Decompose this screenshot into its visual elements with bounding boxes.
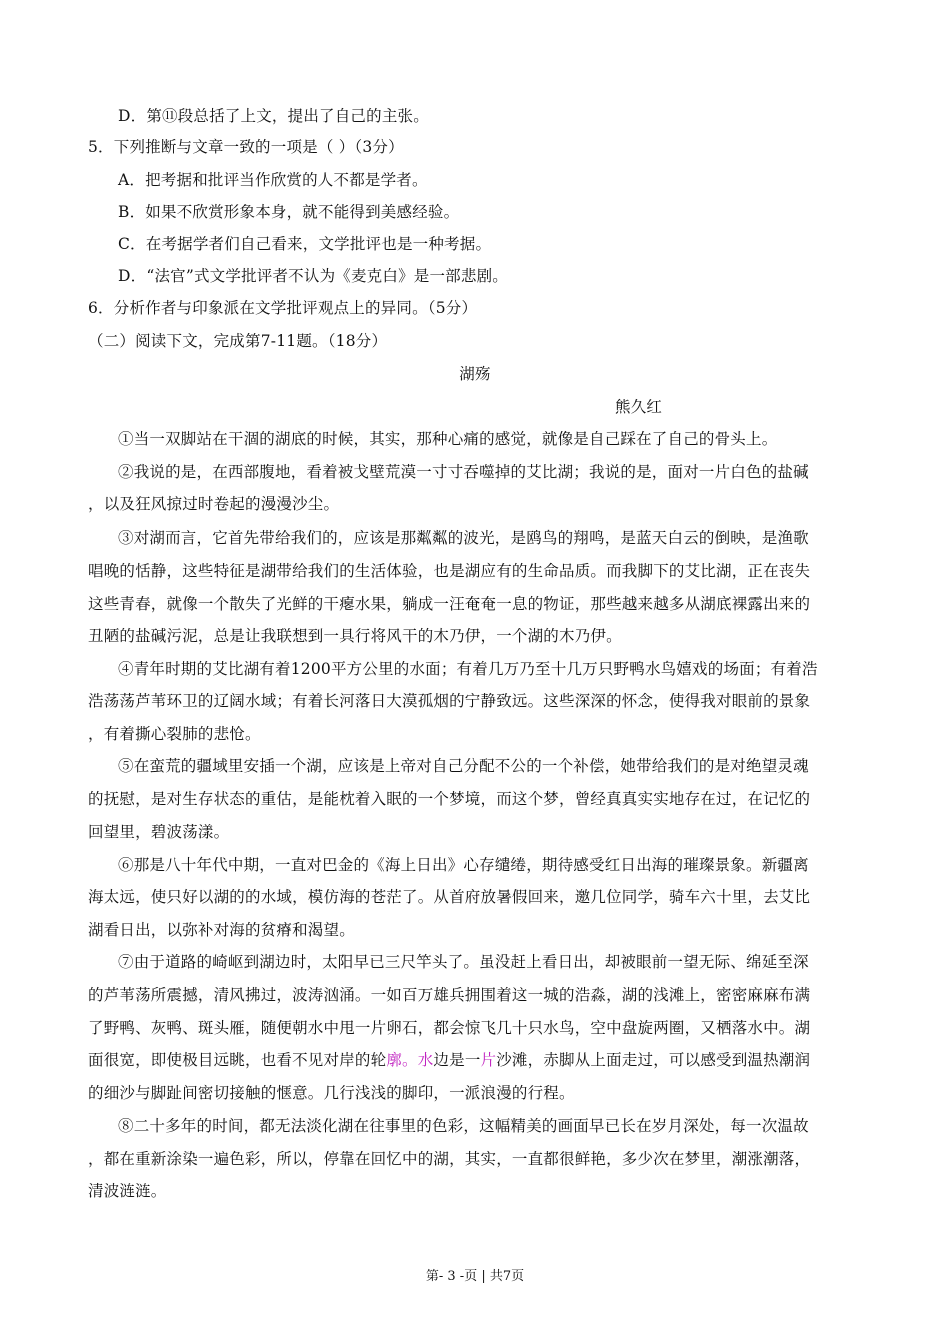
paragraph-3-line-1: ③对湖而言，它首先带给我们的，应该是那粼粼的波光，是鸥鸟的翔鸣，是蓝天白云的倒映，是渔歌	[118, 529, 809, 547]
paragraph-7-line-1: ⑦由于道路的崎岖到湖边时，太阳早已三尺竿头了。虽没赶上看日出，却被眼前一望无际、绵延至深	[118, 953, 809, 971]
paragraph-2-line-1: ②我说的是，在西部腹地，看着被戈壁荒漠一寸寸吞噬掉的艾比湖；我说的是，面对一片白色的盐碱	[118, 463, 809, 481]
paragraph-6-line-3: 湖看日出，以弥补对海的贫瘠和渴望。	[88, 921, 355, 939]
paragraph-4-line-3: ，有着撕心裂肺的悲怆。	[88, 725, 261, 743]
option-c-q5: C．在考据学者们自己看来，文学批评也是一种考据。	[118, 235, 492, 253]
paragraph-8-line-2: ，都在重新涂染一遍色彩，所以，停靠在回忆中的湖，其实，一直都很鲜艳，多少次在梦里，潮涨潮落，	[88, 1150, 811, 1168]
option-b-q5: B．如果不欣赏形象本身，就不能得到美感经验。	[118, 203, 460, 221]
question-6: 6．分析作者与印象派在文学批评观点上的异同。（5分）	[88, 299, 478, 317]
paragraph-5-line-2: 的抚慰，是对生存状态的重估，是能枕着入眠的一个梦境，而这个梦，曾经真真实实地存在过，在记忆的	[88, 790, 811, 808]
paragraph-8-line-3: 清波涟涟。	[88, 1182, 167, 1200]
option-d-q5: D．“法官”式文学批评者不认为《麦克白》是一部悲剧。	[118, 267, 508, 285]
question-5: 5．下列推断与文章一致的一项是（ ）（3分）	[88, 138, 404, 156]
p7-line4-highlight-1: 廓。水	[386, 1051, 434, 1069]
p7-line4-highlight-2: 片	[480, 1051, 497, 1069]
paragraph-7-line-5: 的细沙与脚趾间密切接触的惬意。几行浅浅的脚印，一派浪漫的行程。	[88, 1084, 575, 1102]
section-2-heading: （二）阅读下文，完成第7-11题。（18分）	[88, 332, 388, 350]
article-author: 熊久红	[615, 398, 663, 416]
paragraph-6-line-2: 海太远，使只好以湖的的水域，模仿海的苍茫了。从首府放暑假回来，邀几位同学，骑车六十里，去艾比	[88, 888, 811, 906]
paragraph-3-line-3: 这些青春，就像一个散失了光鲜的干瘪水果，躺成一汪奄奄一息的物证，那些越来越多从湖底裸露出来的	[88, 595, 811, 613]
paragraph-4-line-2: 浩荡荡芦苇环卫的辽阔水域；有着长河落日大漠孤烟的宁静致远。这些深深的怀念，使得我对眼前的景象	[88, 692, 811, 710]
paragraph-5-line-1: ⑤在蛮荒的疆域里安插一个湖，应该是上帝对自己分配不公的一个补偿，她带给我们的是对绝望灵魂	[118, 757, 809, 775]
paragraph-2-line-2: ，以及狂风掠过时卷起的漫漫沙尘。	[88, 495, 340, 513]
p7-line4-part-e: 沙滩，赤脚从上面走过，可以感受到温热潮润	[496, 1051, 811, 1069]
paragraph-1-line-1: ①当一双脚站在干涸的湖底的时候，其实，那种心痛的感觉，就像是自己踩在了自己的骨头上。	[118, 430, 778, 448]
paragraph-4-line-1: ④青年时期的艾比湖有着1200平方公里的水面；有着几万乃至十几万只野鸭水鸟嬉戏的场面；有着浩	[118, 660, 818, 678]
paragraph-5-line-3: 回望里，碧波荡漾。	[88, 823, 230, 841]
paragraph-7-line-3: 了野鸭、灰鸭、斑头雁，随便朝水中甩一片卵石，都会惊飞几十只水鸟，空中盘旋两圈，又栖落水中。湖	[88, 1019, 811, 1037]
p7-line4-part-a: 面很宽，即使极目远眺，也看不见对岸的轮	[88, 1051, 387, 1069]
option-d-q4: D．第⑪段总括了上文，提出了自己的主张。	[118, 107, 429, 125]
paragraph-6-line-1: ⑥那是八十年代中期，一直对巴金的《海上日出》心存缱绻，期待感受红日出海的璀璨景象。新疆离	[118, 856, 809, 874]
paragraph-7-line-4	[88, 1050, 860, 1070]
paragraph-7-line-2: 的芦苇荡所震撼，清风拂过，波涛汹涌。一如百万雄兵拥围着这一城的浩淼，湖的浅滩上，密密麻麻布满	[88, 986, 811, 1004]
article-title: 湖殇	[459, 365, 491, 383]
p7-line4-part-c: 边是一	[433, 1051, 481, 1069]
paragraph-8-line-1: ⑧二十多年的时间，都无法淡化湖在往事里的色彩，这幅精美的画面早已长在岁月深处，每一次温故	[118, 1117, 809, 1135]
option-a-q5: A．把考据和批评当作欣赏的人不都是学者。	[118, 171, 428, 189]
page-footer: 第- 3 -页 | 共7页	[425, 1269, 525, 1284]
paragraph-3-line-4: 丑陋的盐碱污泥，总是让我联想到一具行将风干的木乃伊，一个湖的木乃伊。	[88, 627, 622, 645]
paragraph-3-line-2: 唱晚的恬静，这些特征是湖带给我们的生活体验，也是湖应有的生命品质。而我脚下的艾比湖，正在丧失	[88, 562, 811, 580]
